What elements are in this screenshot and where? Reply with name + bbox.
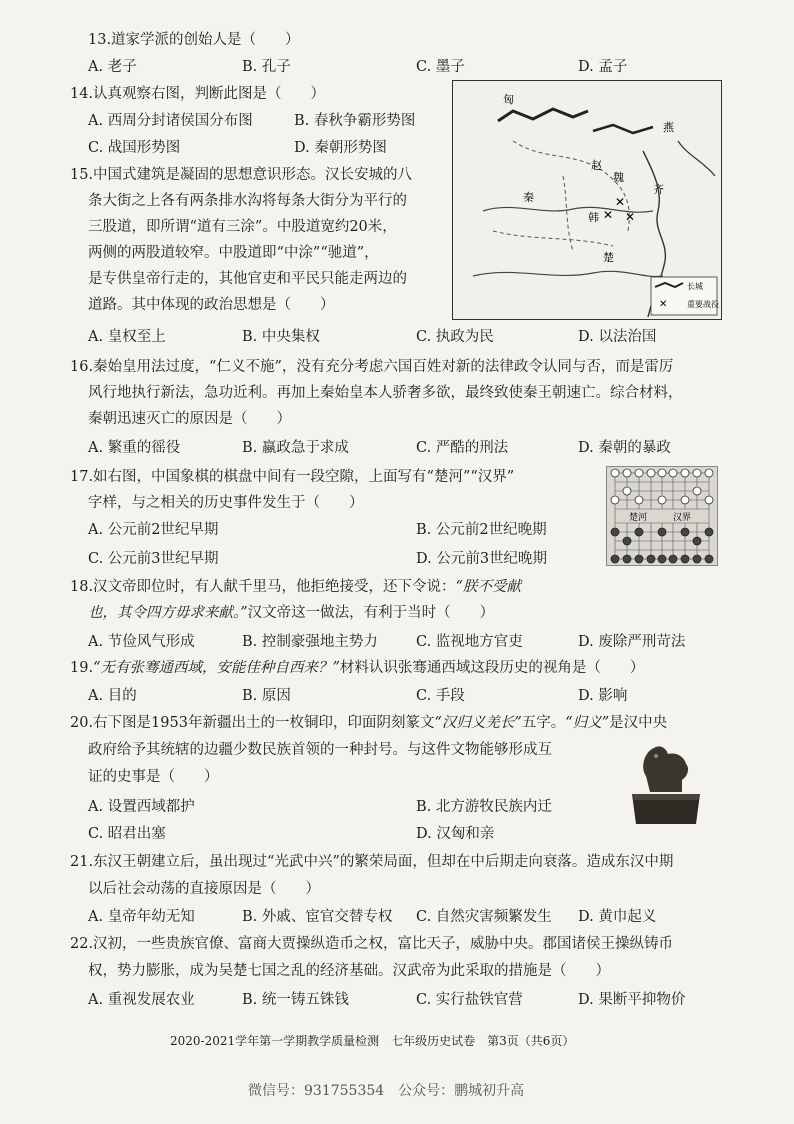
q19-option-a: A. 目的	[88, 688, 137, 704]
great-wall-east	[593, 125, 653, 133]
q15-line-4: 两侧的两股道较窄。中股道即“中涂”“驰道”，	[88, 245, 379, 261]
q15-line-5: 是专供皇帝行走的，其他官吏和平民只能走两边的	[88, 271, 407, 287]
q18-line-1	[70, 575, 521, 596]
q18-quote-part-2: 也，其令四方毋求来献。”	[88, 605, 248, 621]
q18-option-b: B. 控制豪强地主势力	[242, 634, 378, 650]
map-label-han: 韩	[588, 211, 599, 224]
q22-line-2: 权，势力膨胀，成为吴楚七国之乱的经济基础。汉武帝为此采取的措施是（ ）	[88, 963, 610, 979]
bronze-seal-drawing	[626, 738, 706, 830]
q19-line-1-text: 材料认识张骞通西域这段历史的视角是（ ）	[339, 660, 645, 676]
map-label-chu: 楚	[603, 251, 614, 264]
q18-quote-part-1: “朕不受献	[455, 579, 521, 595]
map-label-xiongnu: 匈	[503, 93, 514, 106]
seal-beast-knob	[643, 746, 688, 792]
great-wall	[498, 109, 588, 121]
border-2	[493, 231, 613, 246]
q20-option-c: C. 昭君出塞	[88, 826, 166, 842]
q20-option-a: A. 设置西域都护	[88, 799, 195, 815]
q13-stem: 13.道家学派的创始人是（ ）	[88, 32, 300, 48]
q18-line-1-text: 18.汉文帝即位时，有人献千里马，他拒绝接受，还下令说：	[70, 579, 456, 595]
q20-line-2: 政府给予其统辖的边疆少数民族首领的一种封号。与这件文物能够形成互	[88, 742, 552, 758]
bronze-seal-image	[626, 738, 706, 830]
q19-line-1	[70, 656, 644, 677]
q21-line-1: 21.东汉王朝建立后，虽出现过“光武中兴”的繁荣局面，但却在中后期走向衰落。造成东汉中期	[70, 854, 674, 870]
watermark: 微信号：931755354 公众号：鹏城初升高	[248, 1083, 525, 1099]
q18-option-d: D. 废除严刑苛法	[578, 634, 686, 650]
q20-seal-text: “汉归义羌长”	[434, 715, 522, 731]
q15-line-6: 道路。其中体现的政治思想是（ ）	[88, 297, 335, 313]
yangtze-river	[473, 271, 663, 276]
battle-marker: ✕	[603, 208, 614, 222]
q15-option-c: C. 执政为民	[416, 329, 494, 345]
q15-line-2: 条大街之上各有两条排水沟将每条大街分为平行的	[88, 193, 407, 209]
q20-line-1	[70, 711, 667, 732]
legend-battle-symbol: ✕	[659, 299, 668, 310]
q17-option-c: C. 公元前3世纪早期	[88, 551, 219, 567]
legend-wall-label: 长城	[687, 282, 703, 291]
q20-line-1-mid: 五字。	[521, 715, 566, 731]
map-label-zhao: 赵	[591, 159, 602, 172]
q14-option-d: D. 秦朝形势图	[294, 140, 387, 156]
map-label-wei: 魏	[613, 171, 624, 184]
battle-marker: ✕	[625, 210, 636, 224]
q20-option-d: D. 汉匈和亲	[416, 826, 495, 842]
q21-line-2: 以后社会动荡的直接原因是（ ）	[88, 881, 320, 897]
warring-states-map	[452, 80, 722, 320]
map-label-yan: 燕	[663, 121, 674, 134]
q15-option-b: B. 中央集权	[242, 329, 320, 345]
q16-option-b: B. 蠃政急于求成	[242, 440, 349, 456]
q15-option-a: A. 皇权至上	[88, 329, 166, 345]
q21-option-c: C. 自然灾害频繁发生	[416, 909, 552, 925]
q13-option-a: A. 老子	[88, 59, 137, 75]
q16-line-3: 秦朝迅速灭亡的原因是（ ）	[88, 411, 291, 427]
q14-stem: 14.认真观察右图，判断此图是（ ）	[70, 86, 326, 102]
coastline-north	[678, 141, 715, 176]
q16-option-c: C. 严酷的刑法	[416, 440, 509, 456]
q19-number: 19.	[70, 660, 94, 676]
q15-line-3: 三股道，即所谓“道有三涂”。中股道宽约20米，	[88, 219, 397, 235]
q20-option-b: B. 北方游牧民族内迁	[416, 799, 552, 815]
map-label-qin: 秦	[523, 191, 534, 204]
q14-option-c: C. 战国形势图	[88, 140, 181, 156]
q16-line-1: 16.秦始皇用法过度，“仁义不施”，没有充分考虑六国百姓对新的法律政令认同与否，而是雷厉	[70, 359, 674, 375]
q18-line-2	[88, 601, 494, 622]
map-label-qi: 齐	[653, 183, 664, 196]
q19-option-c: C. 手段	[416, 688, 465, 704]
q13-option-c: C. 墨子	[416, 59, 465, 75]
q16-line-2: 风行地执行新法，急功近利。再加上秦始皇本人骄奢多欲，最终致使秦王朝速亡。综合材料，	[88, 385, 683, 401]
q17-option-b: B. 公元前2世纪晚期	[416, 522, 547, 538]
q13-option-d: D. 孟子	[578, 59, 628, 75]
q14-option-b: B. 春秋争霸形势图	[294, 113, 416, 129]
chessboard-drawing	[607, 467, 717, 565]
q16-option-a: A. 繁重的徭役	[88, 440, 181, 456]
q22-option-d: D. 果断平抑物价	[578, 992, 686, 1008]
q22-option-a: A. 重视发展农业	[88, 992, 195, 1008]
q19-quote: “无有张骞通西域，安能佳种自西来？”	[93, 660, 340, 676]
q21-option-d: D. 黄巾起义	[578, 909, 657, 925]
q17-option-d: D. 公元前3世纪晚期	[416, 551, 548, 567]
q17-line-2: 字样，与之相关的历史事件发生于（ ）	[88, 495, 364, 511]
q22-option-b: B. 统一铸五铢钱	[242, 992, 349, 1008]
q21-option-a: A. 皇帝年幼无知	[88, 909, 195, 925]
q21-option-b: B. 外戚、宦官交替专权	[242, 909, 393, 925]
q15-line-1: 15.中国式建筑是凝固的思想意识形态。汉长安城的八	[70, 167, 413, 183]
legend-battle-label: 重要战役	[687, 300, 719, 309]
q18-option-c: C. 监视地方官吏	[416, 634, 523, 650]
q18-line-2-text: 汉文帝这一做法，有利于当时（ ）	[247, 605, 495, 621]
q15-option-d: D. 以法治国	[578, 329, 657, 345]
q20-line-3: 证的史事是（ ）	[88, 769, 219, 785]
q17-line-1: 17.如右图，中国象棋的棋盘中间有一段空隙，上面写有“楚河”“汉界”	[70, 469, 515, 485]
battle-marker: ✕	[615, 195, 626, 209]
q19-option-b: B. 原因	[242, 688, 291, 704]
q20-line-1-text: 20.右下图是1953年新疆出土的一枚铜印，印面阴刻篆文	[70, 715, 435, 731]
q13-option-b: B. 孔子	[242, 59, 291, 75]
q14-option-a: A. 西周分封诸侯国分布图	[88, 113, 253, 129]
q17-option-a: A. 公元前2世纪早期	[88, 522, 219, 538]
q22-line-1: 22.汉初，一些贵族官僚、富商大贾操纵造币之权，富比天子，威胁中央。郡国诸侯王操纵铸币	[70, 936, 674, 952]
q20-line-1-end: 是汉中央	[609, 715, 668, 731]
q18-option-a: A. 节俭风气形成	[88, 634, 195, 650]
q22-option-c: C. 实行盐铁官营	[416, 992, 523, 1008]
page-footer: 2020-2021学年第一学期教学质量检测 七年级历史试卷 第3页（共6页）	[170, 1034, 575, 1048]
han-jie-label: 汉界	[673, 513, 692, 523]
chessboard-image	[606, 466, 718, 566]
q20-guiyi: “归义”	[565, 715, 610, 731]
q16-option-d: D. 秦朝的暴政	[578, 440, 671, 456]
chu-he-label: 楚河	[629, 513, 648, 523]
map-drawing	[453, 81, 721, 319]
q19-option-d: D. 影响	[578, 688, 628, 704]
